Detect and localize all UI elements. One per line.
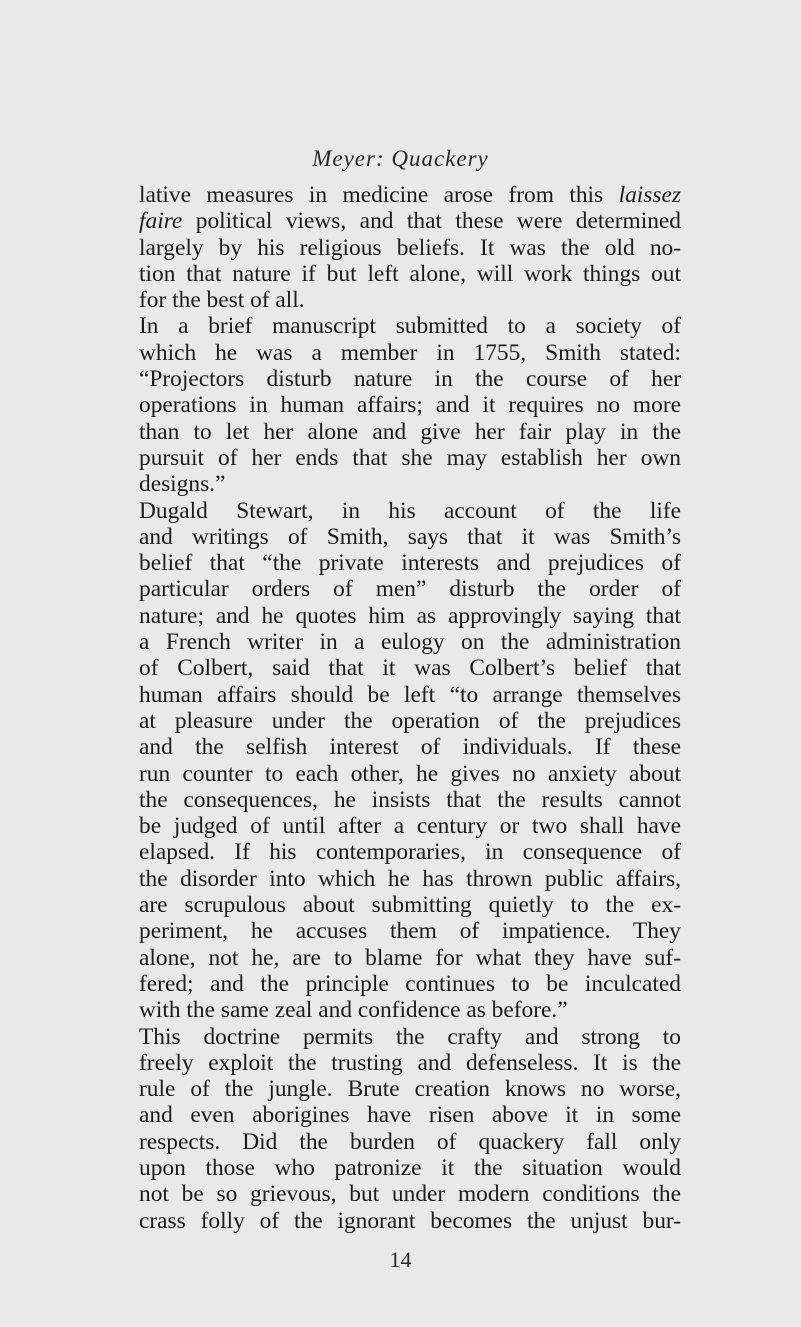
text-line: belief that “the private interests and prejudices of [139, 550, 681, 577]
text-line: This doctrine permits the crafty and strong to [139, 1023, 681, 1050]
text-line: with the same zeal and confidence as before.” [139, 997, 568, 1024]
text-line: faire political views, and that these were determined [139, 208, 681, 235]
text-line: In a brief manuscript submitted to a society of [139, 313, 681, 340]
text-line: upon those who patronize it the situation would [139, 1154, 681, 1181]
text-line: periment, he accuses them of impatience. They [139, 918, 681, 945]
text-line: nature; and he quotes him as approvingly saying that [139, 602, 681, 629]
text-line: the disorder into which he has thrown public affairs, [139, 865, 681, 892]
text-line: run counter to each other, he gives no anxiety about [139, 760, 681, 787]
text-line: lative measures in medicine arose from this laissez [139, 182, 681, 208]
text-line: designs.” [139, 471, 226, 498]
text-line: operations in human affairs; and it requires no more [139, 392, 681, 419]
text-line: which he was a member in 1755, Smith stated: [139, 339, 681, 366]
text-line: at pleasure under the operation of the prejudices [139, 707, 681, 734]
text-line: respects. Did the burden of quackery fall only [139, 1128, 681, 1155]
text-line: “Projectors disturb nature in the course of her [139, 366, 681, 393]
page-number: 14 [389, 1247, 412, 1272]
text-line: alone, not he, are to blame for what they have suf- [139, 944, 681, 971]
text-line: elapsed. If his contemporaries, in consequence of [139, 839, 681, 866]
text-line: freely exploit the trusting and defenseless. It is the [139, 1049, 681, 1076]
text-line: pursuit of her ends that she may establish her own [139, 444, 681, 471]
running-head: Meyer: Quackery [312, 146, 489, 171]
text-line: and the selfish interest of individuals. If these [139, 734, 681, 761]
text-line: Dugald Stewart, in his account of the life [139, 497, 681, 524]
text-line: are scrupulous about submitting quietly to the ex- [139, 892, 681, 919]
text-line: the consequences, he insists that the results cannot [139, 786, 681, 813]
italic-phrase: faire [139, 208, 183, 235]
text-line: not be so grievous, but under modern conditions the [139, 1181, 681, 1208]
text-line: and even aborigines have risen above it in some [139, 1102, 681, 1129]
text-line: crass folly of the ignorant becomes the unjust bur- [139, 1207, 681, 1234]
text-line: be judged of until after a century or two shall have [139, 813, 681, 840]
text-line: tion that nature if but left alone, will work things out [139, 260, 681, 287]
italic-phrase: laissez [618, 182, 681, 208]
text-line: particular orders of men” disturb the order of [139, 576, 681, 603]
text-line: rule of the jungle. Brute creation knows no worse, [139, 1076, 681, 1103]
text-line: a French writer in a eulogy on the administration [139, 629, 681, 656]
text-line: human affairs should be left “to arrange themselves [139, 681, 681, 708]
text-line: than to let her alone and give her fair play in the [139, 418, 681, 445]
text-line: for the best of all. [139, 287, 305, 314]
text-line: and writings of Smith, says that it was Smith’s [139, 523, 681, 550]
text-line: of Colbert, said that it was Colbert’s belief that [139, 655, 681, 682]
text-line: fered; and the principle continues to be inculcated [139, 970, 681, 997]
body-text [139, 182, 681, 1234]
text-line: largely by his religious beliefs. It was the old no- [139, 234, 681, 261]
